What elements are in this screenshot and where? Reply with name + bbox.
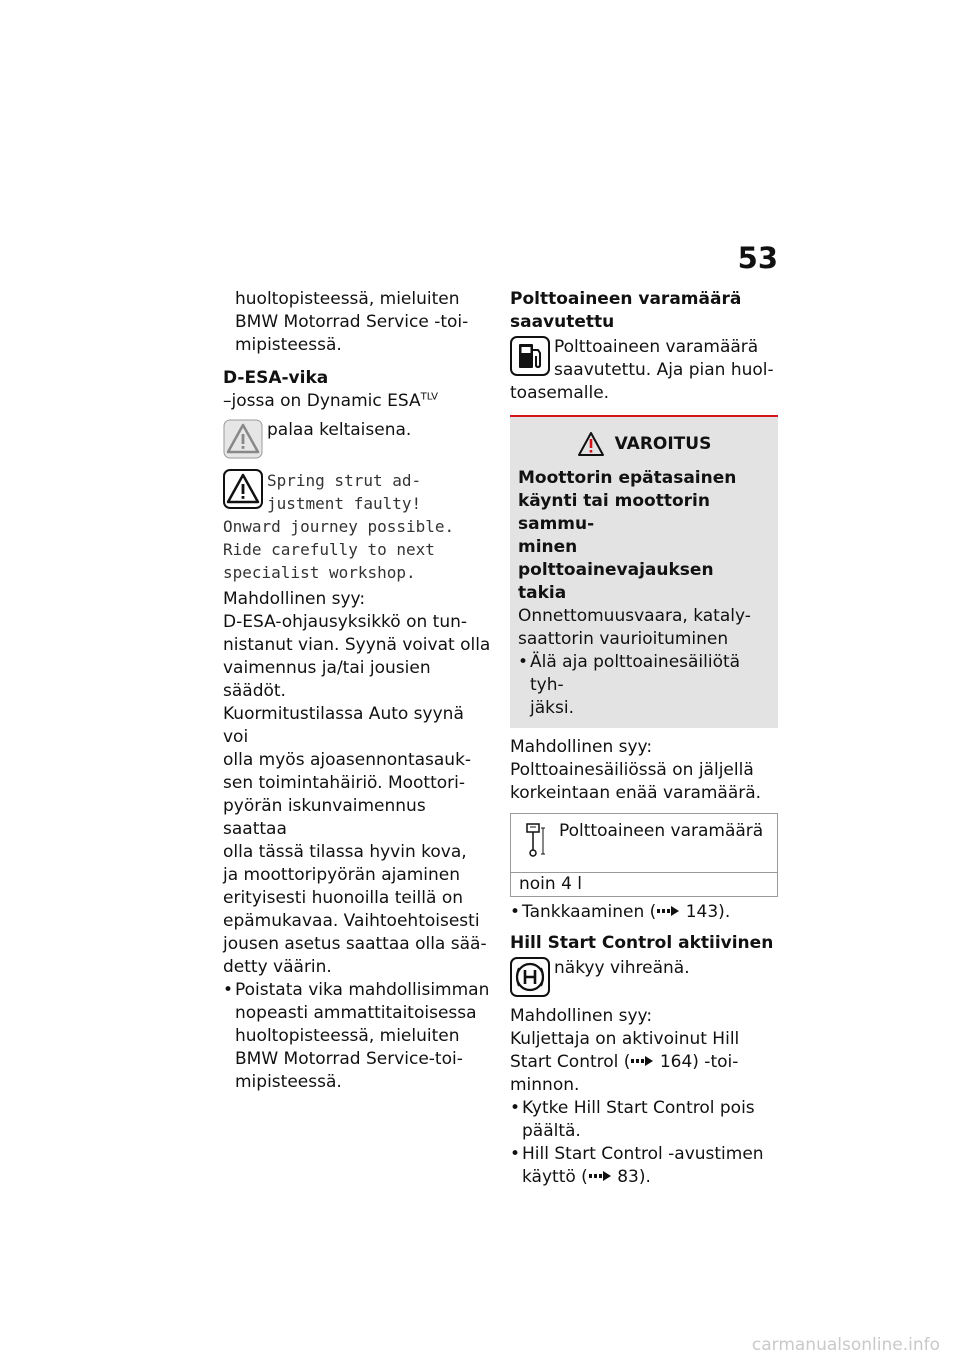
warning-heading-line: minen polttoainevajauksen xyxy=(518,537,714,580)
table-row xyxy=(511,873,778,897)
warning-triangle-icon xyxy=(223,419,263,459)
warning-title-text: VAROITUS xyxy=(614,433,712,454)
text-line: nopeasti ammattitaitoisessa xyxy=(235,1003,477,1023)
display-line: justment faulty! xyxy=(267,494,422,513)
bullet-item xyxy=(510,1143,778,1189)
text-line: Hill Start Control -avustimen xyxy=(522,1144,764,1164)
text-line: korkeintaan enää varamäärä. xyxy=(510,783,762,803)
warning-text-line: Onnettomuusvaara, kataly- xyxy=(518,606,751,626)
warning-title xyxy=(518,431,770,457)
page-number: 53 xyxy=(737,241,778,275)
tank-bullet xyxy=(510,901,778,924)
warning-box xyxy=(510,415,778,728)
text-line: Kytke Hill Start Control pois xyxy=(522,1098,755,1118)
intro-paragraph xyxy=(223,288,491,357)
cause-paragraph xyxy=(223,611,491,979)
esa-heading: D-ESA-vika xyxy=(223,368,329,388)
text-line: ja moottoripyörän ajaminen xyxy=(223,865,461,885)
text-line: jäksi. xyxy=(530,698,574,718)
text-line: Kuormitustilassa Auto syynä voi xyxy=(223,704,464,747)
page-reference[interactable]: 83). xyxy=(617,1167,651,1187)
yellow-text: palaa keltaisena. xyxy=(267,420,412,440)
text-line: jousen asetus saattaa olla sää- xyxy=(223,934,487,954)
spec-value-cell: noin 4 l xyxy=(511,873,778,897)
hill-icon-text: näkyy vihreänä. xyxy=(554,958,690,978)
hill-start-icon xyxy=(510,957,550,997)
fuel-pump-icon xyxy=(510,336,550,376)
text-line: detty väärin. xyxy=(223,957,332,977)
esa-sub-text: –jossa on Dynamic ESA xyxy=(223,391,421,411)
display-line: specialist workshop. xyxy=(223,563,416,582)
warning-text-line: saattorin vaurioituminen xyxy=(518,629,729,649)
bullet-dot: • xyxy=(223,980,234,1000)
text-line: pyörän iskunvaimennus saattaa xyxy=(223,796,426,839)
warning-heading-line: Moottorin epätasainen xyxy=(518,468,737,488)
bullet-item xyxy=(223,979,491,1094)
right-column xyxy=(510,288,778,1189)
text-line: olla tässä tilassa hyvin kova, xyxy=(223,842,467,862)
bullet-dot: • xyxy=(518,652,529,672)
fuel-heading: saavutettu xyxy=(510,312,615,332)
spec-table xyxy=(510,813,778,897)
warning-bullet xyxy=(518,651,770,720)
bullet-item xyxy=(510,1097,778,1143)
text-line: mipisteessä. xyxy=(235,335,342,355)
text-line: mipisteessä. xyxy=(235,1072,342,1092)
text-line: epämukavaa. Vaihtoehtoisesti xyxy=(223,911,480,931)
warning-triangle-icon xyxy=(223,469,263,509)
yellow-warning-row xyxy=(223,419,491,459)
hill-cause-text: Start Control ( xyxy=(510,1052,631,1072)
hill-bullet-text: käyttö ( xyxy=(522,1167,588,1187)
text-line: huoltopisteessä, mieluiten xyxy=(235,1026,460,1046)
hill-icon-row xyxy=(510,957,778,997)
display-line: Spring strut ad- xyxy=(267,471,422,490)
cause-label: Mahdollinen syy: xyxy=(223,589,366,609)
text-line: nistanut vian. Syynä voivat olla xyxy=(223,635,491,655)
tank-text: Tankkaaminen ( xyxy=(522,902,657,922)
warning-triangle-icon xyxy=(577,431,605,457)
text-line xyxy=(522,1166,778,1189)
cause-label: Mahdollinen syy: xyxy=(510,737,653,757)
text-line: Älä aja polttoainesäiliötä tyh- xyxy=(530,652,741,695)
warning-heading-line: takia xyxy=(518,583,567,603)
page-reference[interactable]: 164) -toi- xyxy=(659,1052,739,1072)
spec-label-row xyxy=(519,820,769,860)
text-line: sen toimintahäiriö. Moottori- xyxy=(223,773,466,793)
spec-label-cell xyxy=(511,814,778,873)
arrow-reference-icon[interactable] xyxy=(656,905,680,917)
spec-label: Polttoaineen varamäärä xyxy=(559,821,764,841)
bullet-dot: • xyxy=(510,1098,521,1118)
text-line: Polttoaineen varamäärä xyxy=(554,337,759,357)
fuel-heading: Polttoaineen varamäärä xyxy=(510,289,742,309)
hill-heading: Hill Start Control aktiivinen xyxy=(510,933,774,953)
text-line: erityisesti huonoilla teillä on xyxy=(223,888,463,908)
bullet-dot: • xyxy=(510,1144,521,1164)
text-line: Poistata vika mahdollisimman xyxy=(235,980,490,1000)
footer-watermark: carmanualsonline.info xyxy=(751,1335,940,1355)
fuel-gauge-icon xyxy=(519,820,549,860)
table-row xyxy=(511,814,778,873)
text-line: D-ESA-ohjausyksikkö on tun- xyxy=(223,612,468,632)
warning-heading-line: käynti tai moottorin sammu- xyxy=(518,491,710,534)
arrow-reference-icon[interactable] xyxy=(588,1170,612,1182)
text-line: minnon. xyxy=(510,1075,580,1095)
text-line: toasemalle. xyxy=(510,383,610,403)
left-column xyxy=(223,288,491,1094)
text-line: huoltopisteessä, mieluiten xyxy=(235,289,460,309)
text-line: saavutettu. Aja pian huol- xyxy=(554,360,774,380)
bullet-dot: • xyxy=(510,902,521,922)
text-line xyxy=(522,901,778,924)
display-message-row xyxy=(223,469,491,515)
text-line: BMW Motorrad Service -toi- xyxy=(235,312,469,332)
text-line: BMW Motorrad Service-toi- xyxy=(235,1049,463,1069)
arrow-reference-icon[interactable] xyxy=(630,1055,654,1067)
cause-label: Mahdollinen syy: xyxy=(510,1006,653,1026)
display-line: Ride carefully to next xyxy=(223,540,435,559)
page-reference[interactable]: 143). xyxy=(685,902,731,922)
text-line: päältä. xyxy=(522,1121,581,1141)
esa-subheading xyxy=(223,390,491,413)
display-line: Onward journey possible. xyxy=(223,517,455,536)
fuel-icon-text xyxy=(554,336,774,382)
text-line: Polttoainesäiliössä on jäljellä xyxy=(510,760,754,780)
text-line: vaimennus ja/tai jousien säädöt. xyxy=(223,658,431,701)
text-line xyxy=(510,1051,778,1074)
display-message-head xyxy=(267,469,421,515)
esa-sup: TLV xyxy=(420,391,439,403)
text-line: olla myös ajoasennontasauk- xyxy=(223,750,472,770)
fuel-icon-row xyxy=(510,336,778,382)
text-line: Kuljettaja on aktivoinut Hill xyxy=(510,1029,740,1049)
